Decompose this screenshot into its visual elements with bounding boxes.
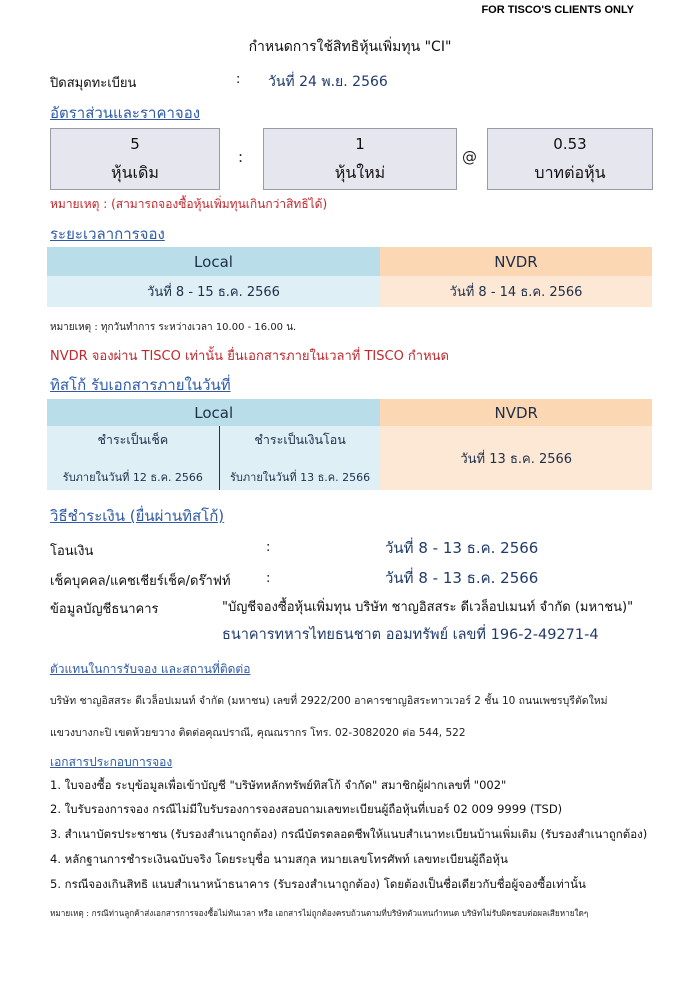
- bank-account-number: ธนาคารทหารไทยธนชาต ออมทรัพย์ เลขที่ 196-2-49271-4: [222, 627, 599, 643]
- ratio-section-title: อัตราส่วนและราคาจอง: [50, 104, 201, 122]
- transfer-label: โอนเงิน: [50, 544, 94, 559]
- cheque-date: รับภายในวันที่ 12 ธ.ค. 2566: [62, 471, 203, 484]
- cheque-colon: :: [266, 571, 271, 586]
- price-number: 0.53: [553, 135, 587, 153]
- cheque-title: ชำระเป็นเช็ค: [97, 432, 169, 447]
- transfer-colon: :: [266, 540, 271, 555]
- bank-account-name: "บัญชีจองซื้อหุ้นเพิ่มทุน บริษัท ชาญอิสสระ ดีเวล็อปเมนท์ จำกัด (มหาชน)": [222, 600, 634, 615]
- new-shares-number: 1: [355, 135, 365, 153]
- documents-footer-note: หมายเหตุ : กรณีท่านลูกค้าส่งเอกสารการจองซื้อไม่ทันเวลา หรือ เอกสารไม่ถูกต้องครบถ้วนตามที่บริษัทตัวแทนกำหนด บริษัทไม่รับผิดชอบต่อผลเสียหายใดๆ: [50, 908, 589, 918]
- new-shares-box: [263, 128, 457, 190]
- period-nvdr-header: NVDR: [380, 247, 652, 276]
- docs-receive-section-title: ทิสโก้ รับเอกสารภายในวันที่: [50, 376, 231, 394]
- cheque-period: วันที่ 8 - 13 ธ.ค. 2566: [385, 569, 539, 587]
- document-item-1: 1. ใบจองซื้อ ระบุข้อมูลเพื่อเข้าบัญชี "บริษัทหลักทรัพย์ทิสโก้ จำกัด" สมาชิกผู้ฝากเลขที่ "002": [50, 778, 507, 792]
- docs-nvdr-header: NVDR: [380, 399, 652, 426]
- agent-section-title: ตัวแทนในการรับจอง และสถานที่ติดต่อ: [50, 662, 251, 676]
- old-shares-label: หุ้นเดิม: [111, 163, 159, 182]
- nvdr-note: NVDR จองผ่าน TISCO เท่านั้น ยื่นเอกสารภายในเวลาที่ TISCO กำหนด: [50, 349, 450, 364]
- period-section-title: ระยะเวลาการจอง: [50, 225, 165, 243]
- document-item-3: 3. สำเนาบัตรประชาชน (รับรองสำเนาถูกต้อง) กรณีบัตรตลอดชีพให้แนบสำเนาทะเบียนบ้านเพิ่มเติม (รับรองสำเนาถูกต้อง): [50, 827, 648, 841]
- new-shares-label: หุ้นใหม่: [334, 163, 386, 182]
- old-shares-box: [50, 128, 220, 190]
- document-title: กำหนดการใช้สิทธิหุ้นเพิ่มทุน "CI": [248, 39, 452, 55]
- price-label: บาทต่อหุ้น: [534, 163, 606, 182]
- period-local-date: วันที่ 8 - 15 ธ.ค. 2566: [47, 276, 380, 307]
- client-only-note: FOR TISCO'S CLIENTS ONLY: [481, 4, 634, 16]
- docs-local-header: Local: [47, 399, 380, 426]
- old-shares-number: 5: [130, 135, 140, 153]
- book-closing-colon: :: [236, 72, 241, 87]
- transfer-cell: [219, 426, 380, 490]
- transfer-date: รับภายในวันที่ 13 ธ.ค. 2566: [230, 471, 371, 484]
- book-closing-label: ปิดสมุดทะเบียน: [50, 76, 137, 91]
- ratio-colon: :: [238, 148, 244, 166]
- price-box: [487, 128, 653, 190]
- cheque-cell: [47, 426, 219, 490]
- book-closing-date: วันที่ 24 พ.ย. 2566: [268, 74, 388, 90]
- docs-nvdr-date: วันที่ 13 ธ.ค. 2566: [380, 426, 652, 490]
- document-item-4: 4. หลักฐานการชำระเงินฉบับจริง โดยระบุชื่อ นามสกุล หมายเลขโทรศัพท์ เลขทะเบียนผู้ถือหุ้น: [50, 852, 508, 866]
- agent-address-line2: แขวงบางกะปิ เขตห้วยขวาง ติดต่อคุณปราณี, คุณณรากร โทร. 02-3082020 ต่อ 544, 522: [50, 727, 466, 739]
- payment-section-title: วิธีชำระเงิน (ยื่นผ่านทิสโก้): [50, 507, 225, 525]
- period-note: หมายเหตุ : ทุกวันทำการ ระหว่างเวลา 10.00 - 16.00 น.: [50, 322, 297, 333]
- docs-receive-table: [47, 399, 652, 490]
- document-item-2: 2. ใบรับรองการจอง กรณีไม่มีใบรับรองการจองสอบถามเลขทะเบียนผู้ถือหุ้นที่เบอร์ 02 009 9999 (TSD): [50, 802, 563, 816]
- documents-section-title: เอกสารประกอบการจอง: [50, 755, 173, 769]
- period-table: [47, 247, 652, 307]
- transfer-period: วันที่ 8 - 13 ธ.ค. 2566: [385, 539, 539, 557]
- document-item-5: 5. กรณีจองเกินสิทธิ แนบสำเนาหน้าธนาคาร (รับรองสำเนาถูกต้อง) โดยต้องเป็นชื่อเดียวกับชื่อผู้จองซื้อเท่านั้น: [50, 877, 586, 891]
- bank-info-label: ข้อมูลบัญชีธนาคาร: [50, 602, 159, 617]
- agent-address-line1: บริษัท ชาญอิสสระ ดีเวล็อปเมนท์ จำกัด (มหาชน) เลขที่ 2922/200 อาคารชาญอิสระทาวเวอร์ 2 ชั้น 10 ถนนเพชรบุรีตัดใหม่: [50, 695, 608, 707]
- transfer-title: ชำระเป็นเงินโอน: [254, 432, 346, 447]
- at-sign: @: [462, 148, 477, 166]
- cheque-label: เช็คบุคคล/แคชเชียร์เช็ค/ดร๊าฟท์: [50, 574, 231, 589]
- period-local-header: Local: [47, 247, 380, 276]
- ratio-note: หมายเหตุ : (สามารถจองซื้อหุ้นเพิ่มทุนเกินกว่าสิทธิได้): [50, 197, 328, 211]
- period-nvdr-date: วันที่ 8 - 14 ธ.ค. 2566: [380, 276, 652, 307]
